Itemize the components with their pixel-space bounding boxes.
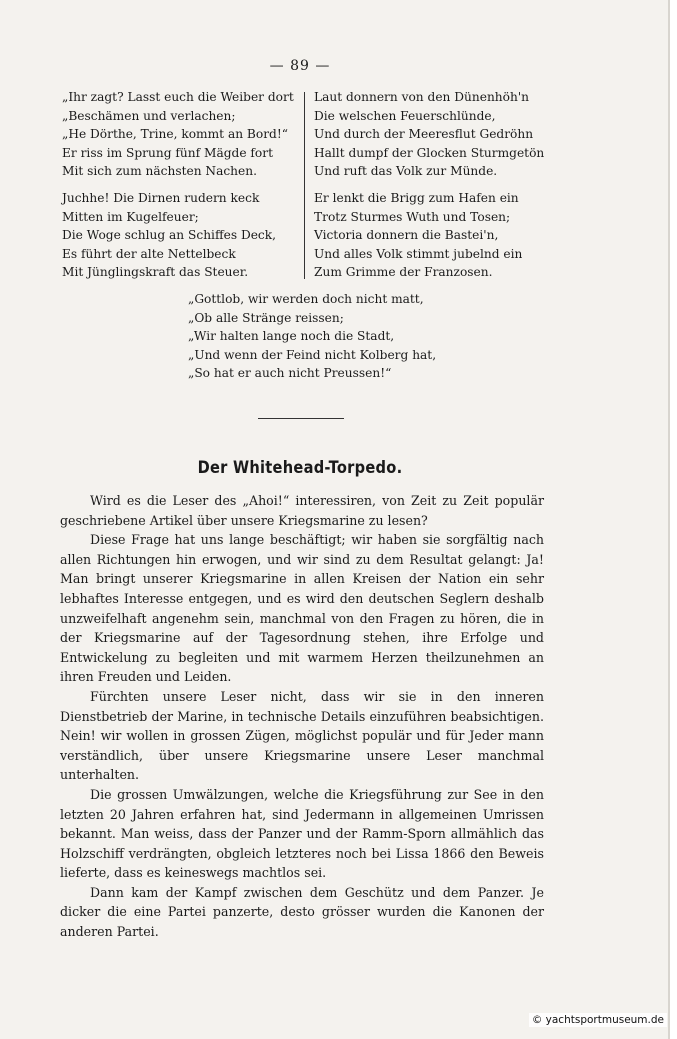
poem-line: „Ihr zagt? Lasst euch die Weiber dort <box>62 90 294 104</box>
poem-right-column <box>314 88 554 290</box>
poem-left-column <box>62 88 300 290</box>
poem-line: Hallt dumpf der Glocken Sturmgetön <box>314 145 545 160</box>
poem-stanza <box>314 88 554 181</box>
poem-line: Die welschen Feuerschlünde, <box>314 108 496 123</box>
poem-line: „So hat er auch nicht Preussen!“ <box>188 366 392 381</box>
poem-line: Und alles Volk stimmt jubelnd ein <box>314 246 523 261</box>
poem-line: „He Dörthe, Trine, kommt an Bord!“ <box>62 127 288 142</box>
article-paragraph: Diese Frage hat uns lange beschäftigt; wir haben sie sorgfältig nach allen Richtungen hin erwogen, und wir sind zu dem Resultat gelangt: Ja! Man bringt unserer Kriegsmarine in allen Kreisen der Nation ein sehr lebhaftes Interesse entgegen, und es wird den deutschen Seglern deshalb unzweifelhaft angenehm sein, manchmal von den Fragen zu hören, die in der Kriegsmarine auf der Tagesordnung stehen, ihre Erfolge und Entwickelung zu begleiten und mit warmem Herzen theilzunehmen an ihren Freuden und Leiden. <box>60 532 544 685</box>
poem-line: Er lenkt die Brigg zum Hafen ein <box>314 190 519 205</box>
section-divider <box>258 418 344 419</box>
article-title: Der Whitehead-Torpedo. <box>197 458 403 478</box>
poem-line: Die Woge schlug an Schiffes Deck, <box>62 228 277 243</box>
poem-line: Mit Jünglingskraft das Steuer. <box>62 265 249 280</box>
poem-line: Victoria donnern die Bastei'n, <box>314 228 499 243</box>
article-paragraph: Wird es die Leser des „Ahoi!“ interessiren, von Zeit zu Zeit populär geschriebene Artikel über unsere Kriegsmarine zu lesen? <box>60 493 544 528</box>
column-divider <box>304 92 305 279</box>
poem-line: Zum Grimme der Franzosen. <box>314 265 493 280</box>
poem-stanza <box>314 189 554 282</box>
poem-line: „Gottlob, wir werden doch nicht matt, <box>188 292 424 306</box>
article-paragraph: Fürchten unsere Leser nicht, dass wir sie in den inneren Dienstbetrieb der Marine, in technische Details einzuführen beabsichtigen. Nein! wir wollen in grossen Zügen, möglichst populär und für Jeder mann verständlich, über unsere Kriegsmarine unsere Leser manchmal unterhalten. <box>60 688 544 783</box>
poem-closing-stanza <box>188 290 436 383</box>
poem-line: Juchhe! Die Dirnen rudern keck <box>62 190 260 205</box>
poem-line: Mit sich zum nächsten Nachen. <box>62 164 257 179</box>
poem-stanza <box>62 189 300 282</box>
poem-line: „Und wenn der Feind nicht Kolberg hat, <box>188 347 437 362</box>
poem-line: Trotz Sturmes Wuth und Tosen; <box>314 209 511 224</box>
poem-line: „Beschämen und verlachen; <box>62 108 236 123</box>
poem-line: Und durch der Meeresflut Gedröhn <box>314 127 534 142</box>
article-body <box>60 491 544 942</box>
poem-line: „Ob alle Stränge reissen; <box>188 310 344 325</box>
copyright-watermark: © yachtsportmuseum.de <box>529 1013 667 1027</box>
poem-line: Mitten im Kugelfeuer; <box>62 209 199 224</box>
poem-stanza <box>62 88 300 181</box>
poem-line: Laut donnern von den Dünenhöh'n <box>314 90 530 104</box>
poem-line: Er riss im Sprung fünf Mägde fort <box>62 145 273 160</box>
article-paragraph: Dann kam der Kampf zwischen dem Geschütz und dem Panzer. Je dicker die eine Partei panzerte, desto grösser wurden die Kanonen der anderen Partei. <box>60 884 544 940</box>
poem-line: Und ruft das Volk zur Münde. <box>314 164 498 179</box>
poem-line: „Wir halten lange noch die Stadt, <box>188 329 395 344</box>
poem-line: Es führt der alte Nettelbeck <box>62 246 236 261</box>
page-number: — 89 — <box>269 58 331 74</box>
article-paragraph: Die grossen Umwälzungen, welche die Kriegsführung zur See in den letzten 20 Jahren erfahren hat, sind Jedermann in allgemeinen Umrissen bekannt. Man weiss, dass der Panzer und der Ramm-Sporn allmählich das Holzschiff verdrängten, obgleich letzteres noch bei Lissa 1866 den Beweis lieferte, dass es keineswegs machtlos sei. <box>60 786 544 881</box>
